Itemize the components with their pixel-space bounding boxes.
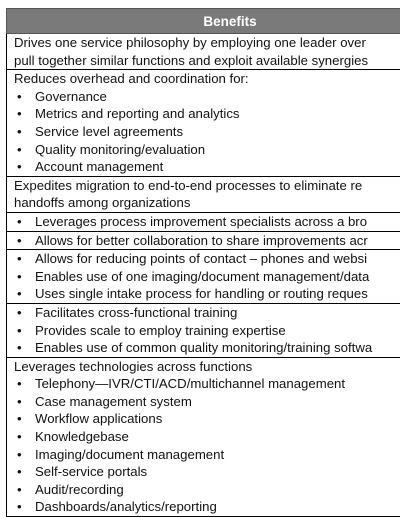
bullet-item: • Facilitates cross-functional training: [14, 304, 400, 322]
table-row: [6, 177, 400, 213]
table-row: [6, 213, 400, 232]
bullet-item: • Enables use of common quality monitoring/training softwa: [14, 339, 400, 357]
table-row: [6, 358, 400, 517]
table-row: [6, 304, 400, 358]
bullet-item: • Service level agreements: [14, 123, 400, 141]
bullet-item: • Case management system: [14, 393, 400, 411]
row-text: handoffs among organizations: [14, 195, 191, 211]
row-text: pull together similar functions and exploit available synergies: [14, 52, 369, 68]
bullet-item: • Metrics and reporting and analytics: [14, 105, 400, 123]
row-text: Expedites migration to end-to-end processes to eliminate re: [14, 177, 363, 193]
bullet-item: • Knowledgebase: [14, 428, 400, 446]
bullet-item: • Workflow applications: [14, 410, 400, 428]
table-row: [6, 232, 400, 251]
table-row: [6, 250, 400, 304]
table-row: [6, 34, 400, 70]
bullet-item: • Enables use of one imaging/document management/data: [14, 268, 400, 286]
bullet-item: • Imaging/document management: [14, 446, 400, 464]
table-header: [6, 8, 400, 34]
row-text: Reduces overhead and coordination for:: [14, 71, 249, 87]
bullet-item: • Account management: [14, 158, 400, 176]
bullet-item: • Telephony—IVR/CTI/ACD/multichannel management: [14, 375, 400, 393]
bullet-item: • Governance: [14, 88, 400, 106]
bullet-item: • Audit/recording: [14, 481, 400, 499]
bullet-item: • Self-service portals: [14, 463, 400, 481]
bullet-item: • Quality monitoring/evaluation: [14, 141, 400, 159]
table-row: [6, 70, 400, 177]
bullet-item: • Uses single intake process for handling or routing reques: [14, 285, 400, 303]
row-text: Drives one service philosophy by employing one leader over: [14, 35, 366, 50]
header-label: Benefits: [203, 13, 257, 29]
bullet-item: • Dashboards/analytics/reporting: [14, 498, 400, 516]
bullet-item: • Provides scale to employ training expertise: [14, 322, 400, 340]
bullet-item: • Allows for reducing points of contact – phones and websi: [14, 250, 400, 268]
bullet-item: • Leverages process improvement specialists across a bro: [14, 213, 400, 231]
row-text: Leverages technologies across functions: [14, 358, 253, 374]
benefits-table: [6, 8, 400, 517]
table-body: [6, 34, 400, 517]
bullet-item: • Allows for better collaboration to share improvements acr: [14, 232, 400, 250]
